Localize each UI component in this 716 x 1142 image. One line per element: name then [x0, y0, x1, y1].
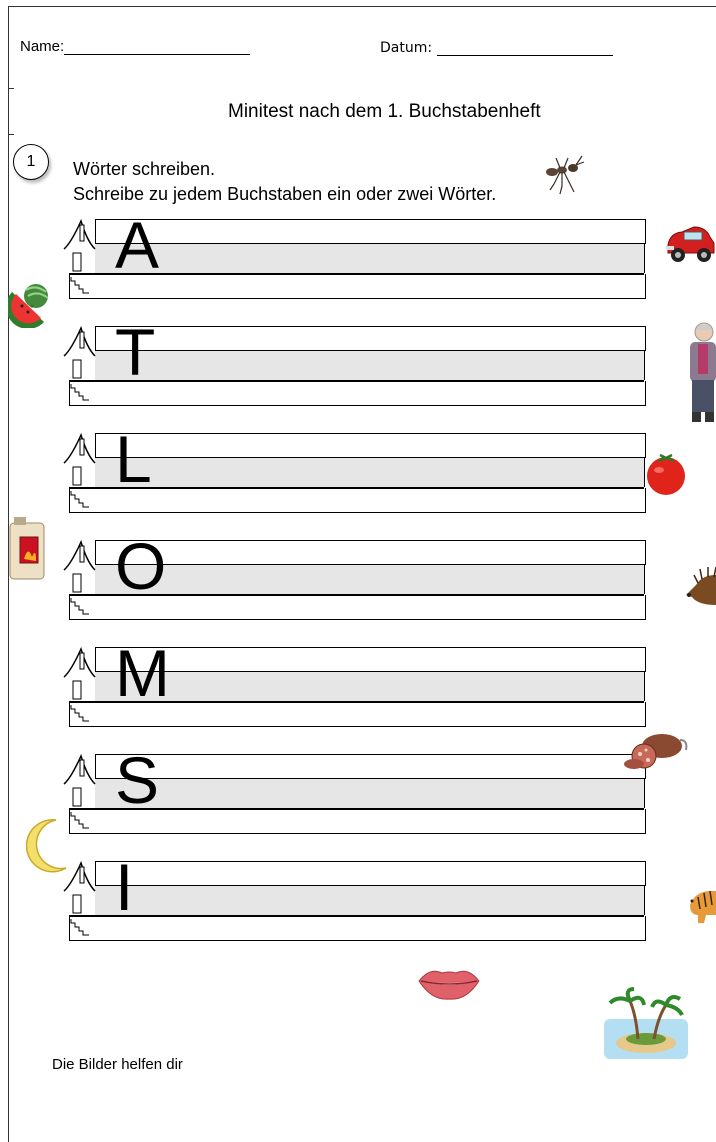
letter-house-icon [63, 326, 97, 406]
writing-row-s[interactable] [69, 743, 646, 834]
letter-house-icon [63, 433, 97, 513]
name-field[interactable] [20, 38, 250, 55]
writing-line-bottom[interactable] [69, 916, 646, 941]
row-letter: S [115, 743, 160, 817]
writing-line-top[interactable] [95, 433, 646, 458]
writing-line-top[interactable] [95, 219, 646, 244]
writing-line-middle[interactable] [95, 243, 645, 273]
tomato-picture [644, 452, 688, 496]
writing-line-middle[interactable] [95, 564, 645, 594]
row-letter: I [115, 850, 134, 924]
writing-row-l[interactable] [69, 422, 646, 513]
hedgehog-picture [684, 565, 716, 611]
row-letter: L [115, 422, 152, 496]
writing-line-bottom[interactable] [69, 381, 646, 406]
salami-picture [622, 730, 690, 774]
writing-line-top[interactable] [95, 754, 646, 779]
page-title: Minitest nach dem 1. Buchstabenheft [228, 101, 541, 122]
writing-line-top[interactable] [95, 861, 646, 886]
ant-picture [540, 150, 586, 196]
date-blank-line[interactable] [437, 41, 613, 56]
tiger-picture [684, 875, 716, 925]
writing-row-m[interactable] [69, 636, 646, 727]
car-picture [664, 215, 716, 267]
writing-line-middle[interactable] [95, 778, 645, 808]
date-label: Datum: [380, 40, 433, 56]
writing-row-t[interactable] [69, 315, 646, 406]
oven-picture [8, 517, 48, 583]
name-blank-line[interactable] [64, 40, 250, 55]
letter-house-icon [63, 540, 97, 620]
writing-line-middle[interactable] [95, 457, 645, 487]
writing-line-middle[interactable] [95, 885, 645, 915]
writing-line-bottom[interactable] [69, 488, 646, 513]
moon-picture [26, 816, 72, 874]
row-letter: T [115, 315, 156, 389]
margin-mark [8, 134, 14, 135]
writing-line-top[interactable] [95, 647, 646, 672]
row-letter: A [115, 208, 160, 282]
task-instruction-2: Schreibe zu jedem Buchstaben ein oder zwei Wörter. [73, 184, 497, 204]
grandmother-picture [682, 320, 716, 426]
name-label: Name: [20, 38, 65, 55]
writing-line-middle[interactable] [95, 350, 645, 380]
writing-line-middle[interactable] [95, 671, 645, 701]
island-picture [604, 985, 688, 1063]
row-letter: M [115, 636, 170, 710]
date-field[interactable] [380, 40, 613, 56]
writing-row-a[interactable] [69, 208, 646, 299]
footer-hint: Die Bilder helfen dir [52, 1056, 183, 1073]
writing-row-o[interactable] [69, 529, 646, 620]
writing-line-top[interactable] [95, 326, 646, 351]
watermelon-picture [8, 282, 52, 328]
page-border-top [8, 6, 716, 7]
row-letter: O [115, 529, 167, 603]
letter-house-icon [63, 647, 97, 727]
lips-picture [416, 963, 482, 1003]
task-instruction-1: Wörter schreiben. [73, 159, 216, 179]
margin-mark [8, 88, 14, 89]
writing-line-top[interactable] [95, 540, 646, 565]
writing-row-i[interactable] [69, 850, 646, 941]
task-number-badge: 1 [13, 144, 49, 180]
letter-house-icon [63, 219, 97, 299]
